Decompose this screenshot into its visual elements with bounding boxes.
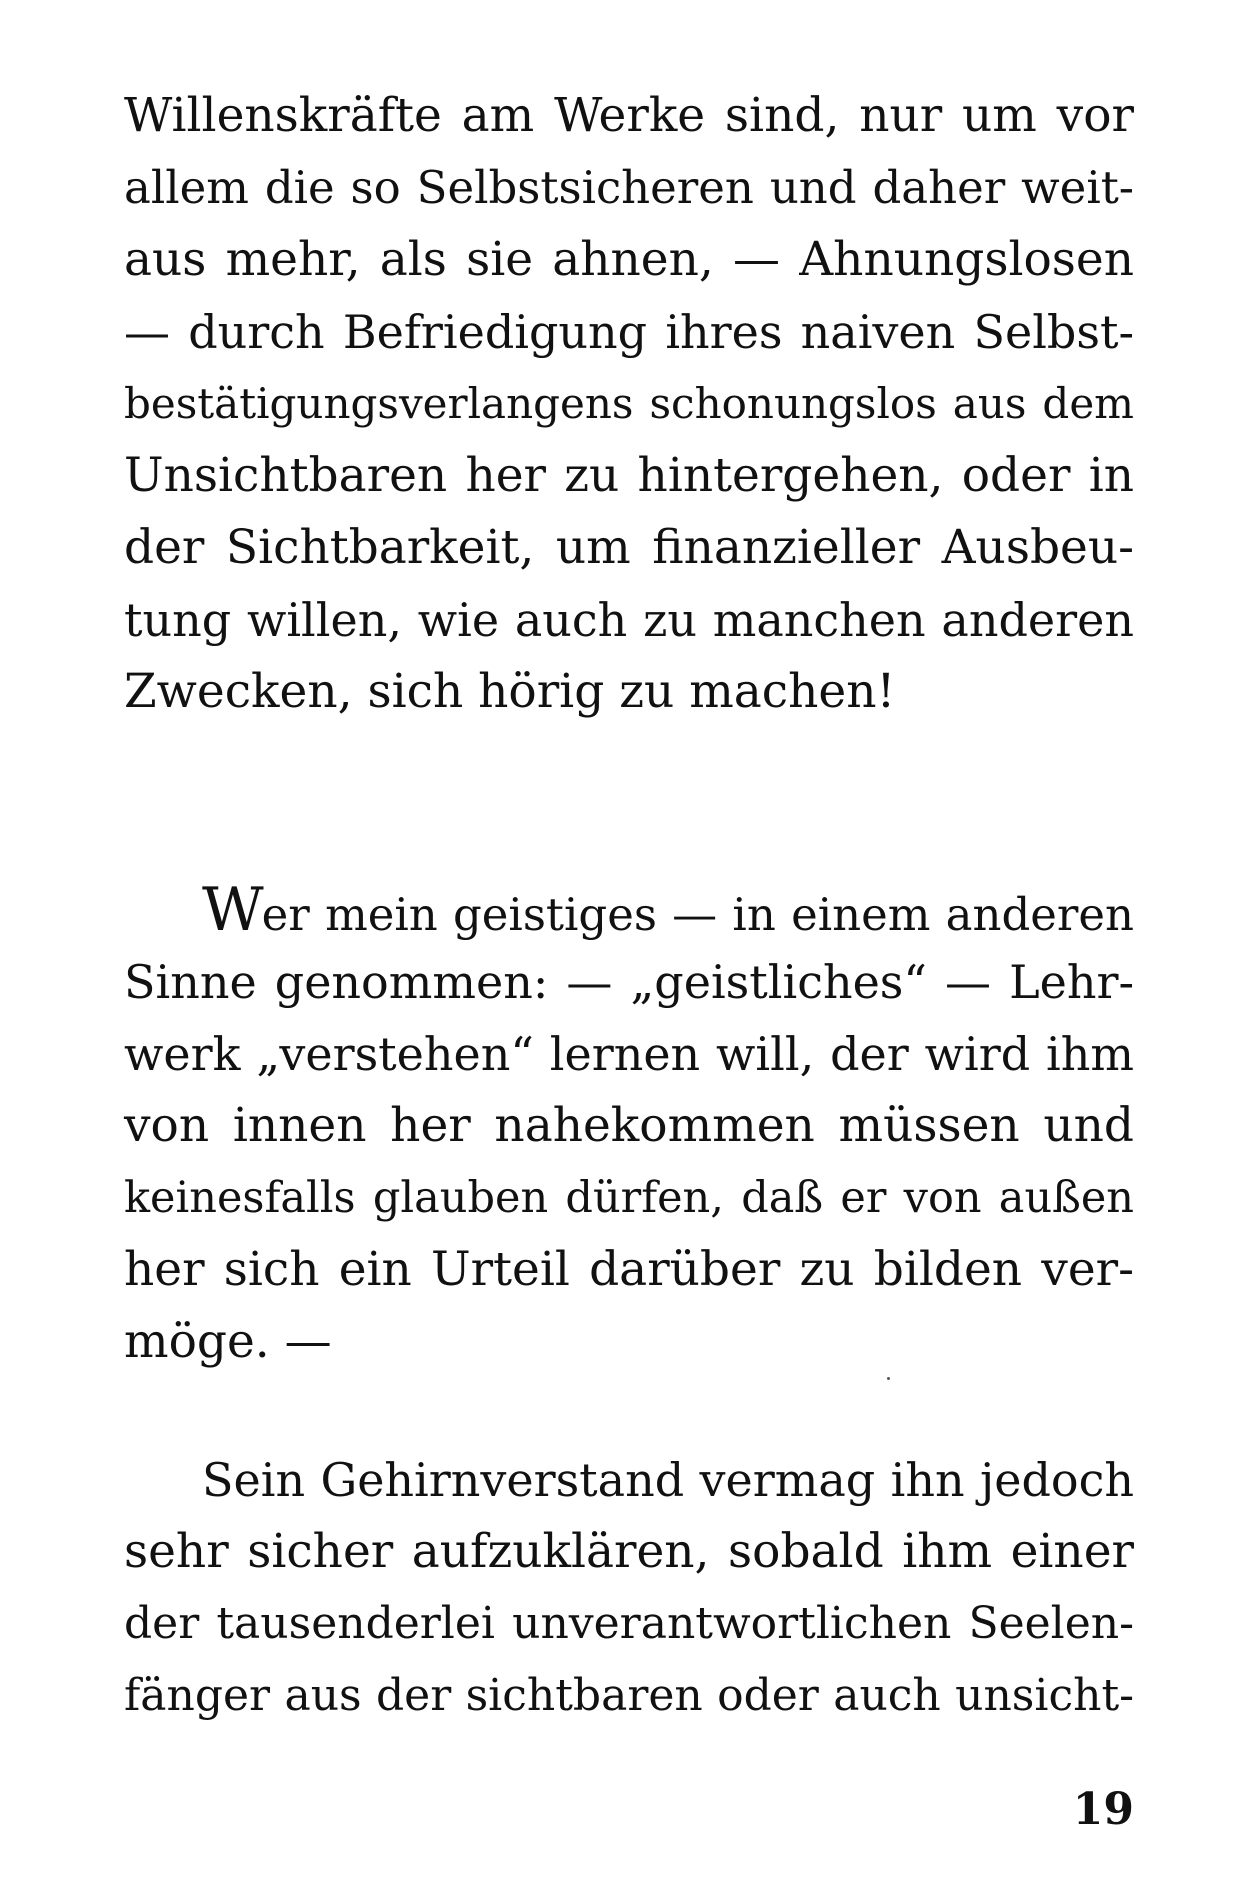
text-line: bestätigungsverlangens schonungslos aus dem: [124, 379, 1134, 428]
text-line: keinesfalls glauben dürfen, daß er von außen: [124, 1173, 1134, 1223]
first-line-text: er mein geistiges — in einem anderen: [261, 888, 1134, 941]
text-line: von innen her nahekommen müssen und: [124, 1098, 1134, 1153]
paragraph-1: [124, 80, 1134, 728]
text-line: der Sichtbarkeit, um finanzieller Ausbeu-: [124, 520, 1134, 575]
text-line: Sein Gehirnverstand vermag ihn jedoch: [202, 1453, 1134, 1507]
text-line: tung willen, wie auch zu manchen anderen: [124, 593, 1134, 647]
text-line: her sich ein Urteil darüber zu bilden ver-: [124, 1242, 1134, 1297]
paragraph-2: [124, 874, 1134, 1378]
text-line: möge. —: [124, 1314, 332, 1369]
page-number: 19: [1072, 1784, 1134, 1835]
text-line: der tausenderlei unverantwortlichen Seelen-: [124, 1598, 1134, 1649]
text-line: [124, 874, 1134, 946]
text-line: Sinne genommen: — „geistliches“ — Lehr-: [124, 955, 1134, 1009]
paragraph-3: [124, 1444, 1134, 1732]
text-line: werk „verstehen“ lernen will, der wird ihm: [124, 1027, 1134, 1081]
text-line: fänger aus der sichtbaren oder auch unsicht-: [124, 1670, 1134, 1721]
text-line: — durch Befriedigung ihres naiven Selbst-: [124, 305, 1134, 359]
text-line: Willenskräfte am Werke sind, nur um vor: [124, 88, 1134, 143]
text-line: Unsichtbaren her zu hintergehen, oder in: [124, 448, 1134, 503]
initial-letter: W: [202, 875, 262, 945]
text-line: sehr sicher aufzuklären, sobald ihm einer: [124, 1524, 1134, 1579]
text-line: aus mehr, als sie ahnen, — Ahnungslosen: [124, 232, 1134, 287]
text-line: Zwecken, sich hörig zu machen!: [124, 664, 896, 719]
paper-speck: [887, 1377, 890, 1380]
text-line: allem die so Selbstsicheren und daher weit-: [124, 161, 1134, 214]
